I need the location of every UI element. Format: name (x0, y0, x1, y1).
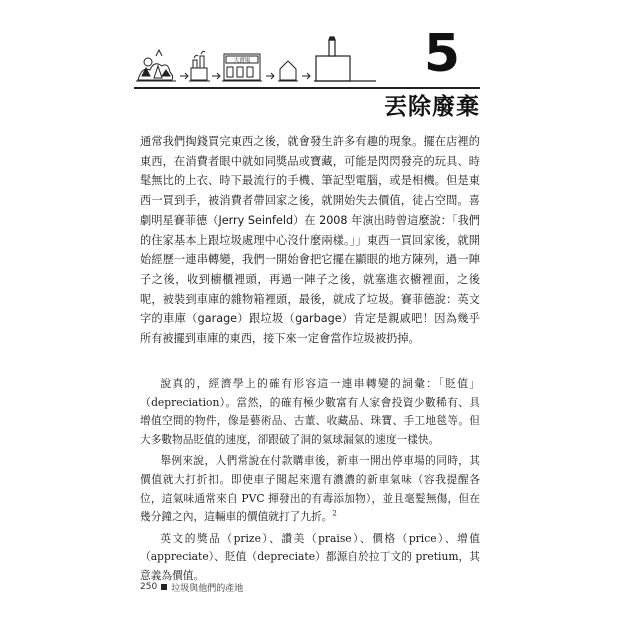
factory-icon (189, 51, 210, 81)
body-text (140, 375, 480, 589)
running-title: 垃圾與他們的產地 (171, 583, 244, 594)
chapter-divider (134, 87, 480, 89)
arrow-right-icon (212, 73, 220, 79)
house-icon (278, 61, 298, 81)
landfill-icon (314, 37, 376, 81)
intro-paragraph: 通常我們掏錢買完東西之後，就會發生許多有趣的現象。擺在店裡的東西，在消費者眼中就如同獎品或寶藏，可能是閃閃發亮的玩具、時髦無比的上衣、時下最流行的手機、筆記型電腦，或是相機。但是東西一買到手，被消費者帶回家之後，就開始失去價值，徒占空間。喜劇明星賽菲德（Jerry Seinfeld）在 2008 年演出時曾這麼說：「我們的住家基本上跟垃圾處理中心沒什麼兩樣。」」東西一買回家後，就開始經歷一連串轉變，我們一開始會把它擺在顯眼的地方陳列，過一陣子之後，收到櫥櫃裡頭，再過一陣子之後，就塞進衣櫥裡面，之後呢，被裝到車庫的雜物箱裡頭，最後，就成了垃圾。賽菲德說：英文字的車庫（garage）跟垃圾（garbage）肯定是親戚吧！因為幾乎所有被擺到車庫的東西，接下來一定會當作垃圾被扔掉。 (140, 135, 480, 346)
page-footer (140, 580, 243, 594)
raw-materials-icon (136, 50, 176, 81)
page-number: 250 (140, 582, 158, 592)
shop-icon (222, 54, 262, 81)
arrow-right-icon (266, 73, 274, 79)
footnote-marker: 2 (332, 509, 337, 518)
body-paragraph (140, 452, 480, 526)
body-paragraph: 英文的獎品（prize）、讚美（praise）、價格（price）、增值（appreciate）、貶值（depreciate）都源自於拉丁文的 pretium，其意義為價值。 (140, 531, 480, 582)
arrow-right-icon (180, 73, 188, 79)
square-bullet-icon (161, 584, 167, 590)
chapter-title: 丟除廢棄 (384, 94, 480, 120)
body-paragraph-text: 舉例來說，人們常說在付款購車後，新車一開出停車場的同時，其價值就大打折扣。即使車子聞起來還有濃濃的新車氣味（容我提醒各位，這氣味通常來自 PVC 揮發出的有毒添加物），並且毫髮無傷，但在幾分鐘之內，這輛車的價值就打了九折。 (140, 454, 480, 524)
chapter-header-illustration (136, 36, 376, 86)
shop-sign-text: 大賣場 (233, 58, 251, 64)
body-paragraph: 說真的，經濟學上的確有形容這一連串轉變的詞彙：「貶值」（depreciation）。當然，的確有極少數富有人家會投資少數稀有、具增值空間的物件，像是藝術品、古董、收藏品、珠寶、手工地毯等。但大多數物品貶值的速度，卻跟破了洞的氣球漏氣的速度一樣快。 (140, 377, 480, 446)
chapter-number: 5 (423, 24, 461, 84)
arrow-right-icon (302, 73, 310, 79)
